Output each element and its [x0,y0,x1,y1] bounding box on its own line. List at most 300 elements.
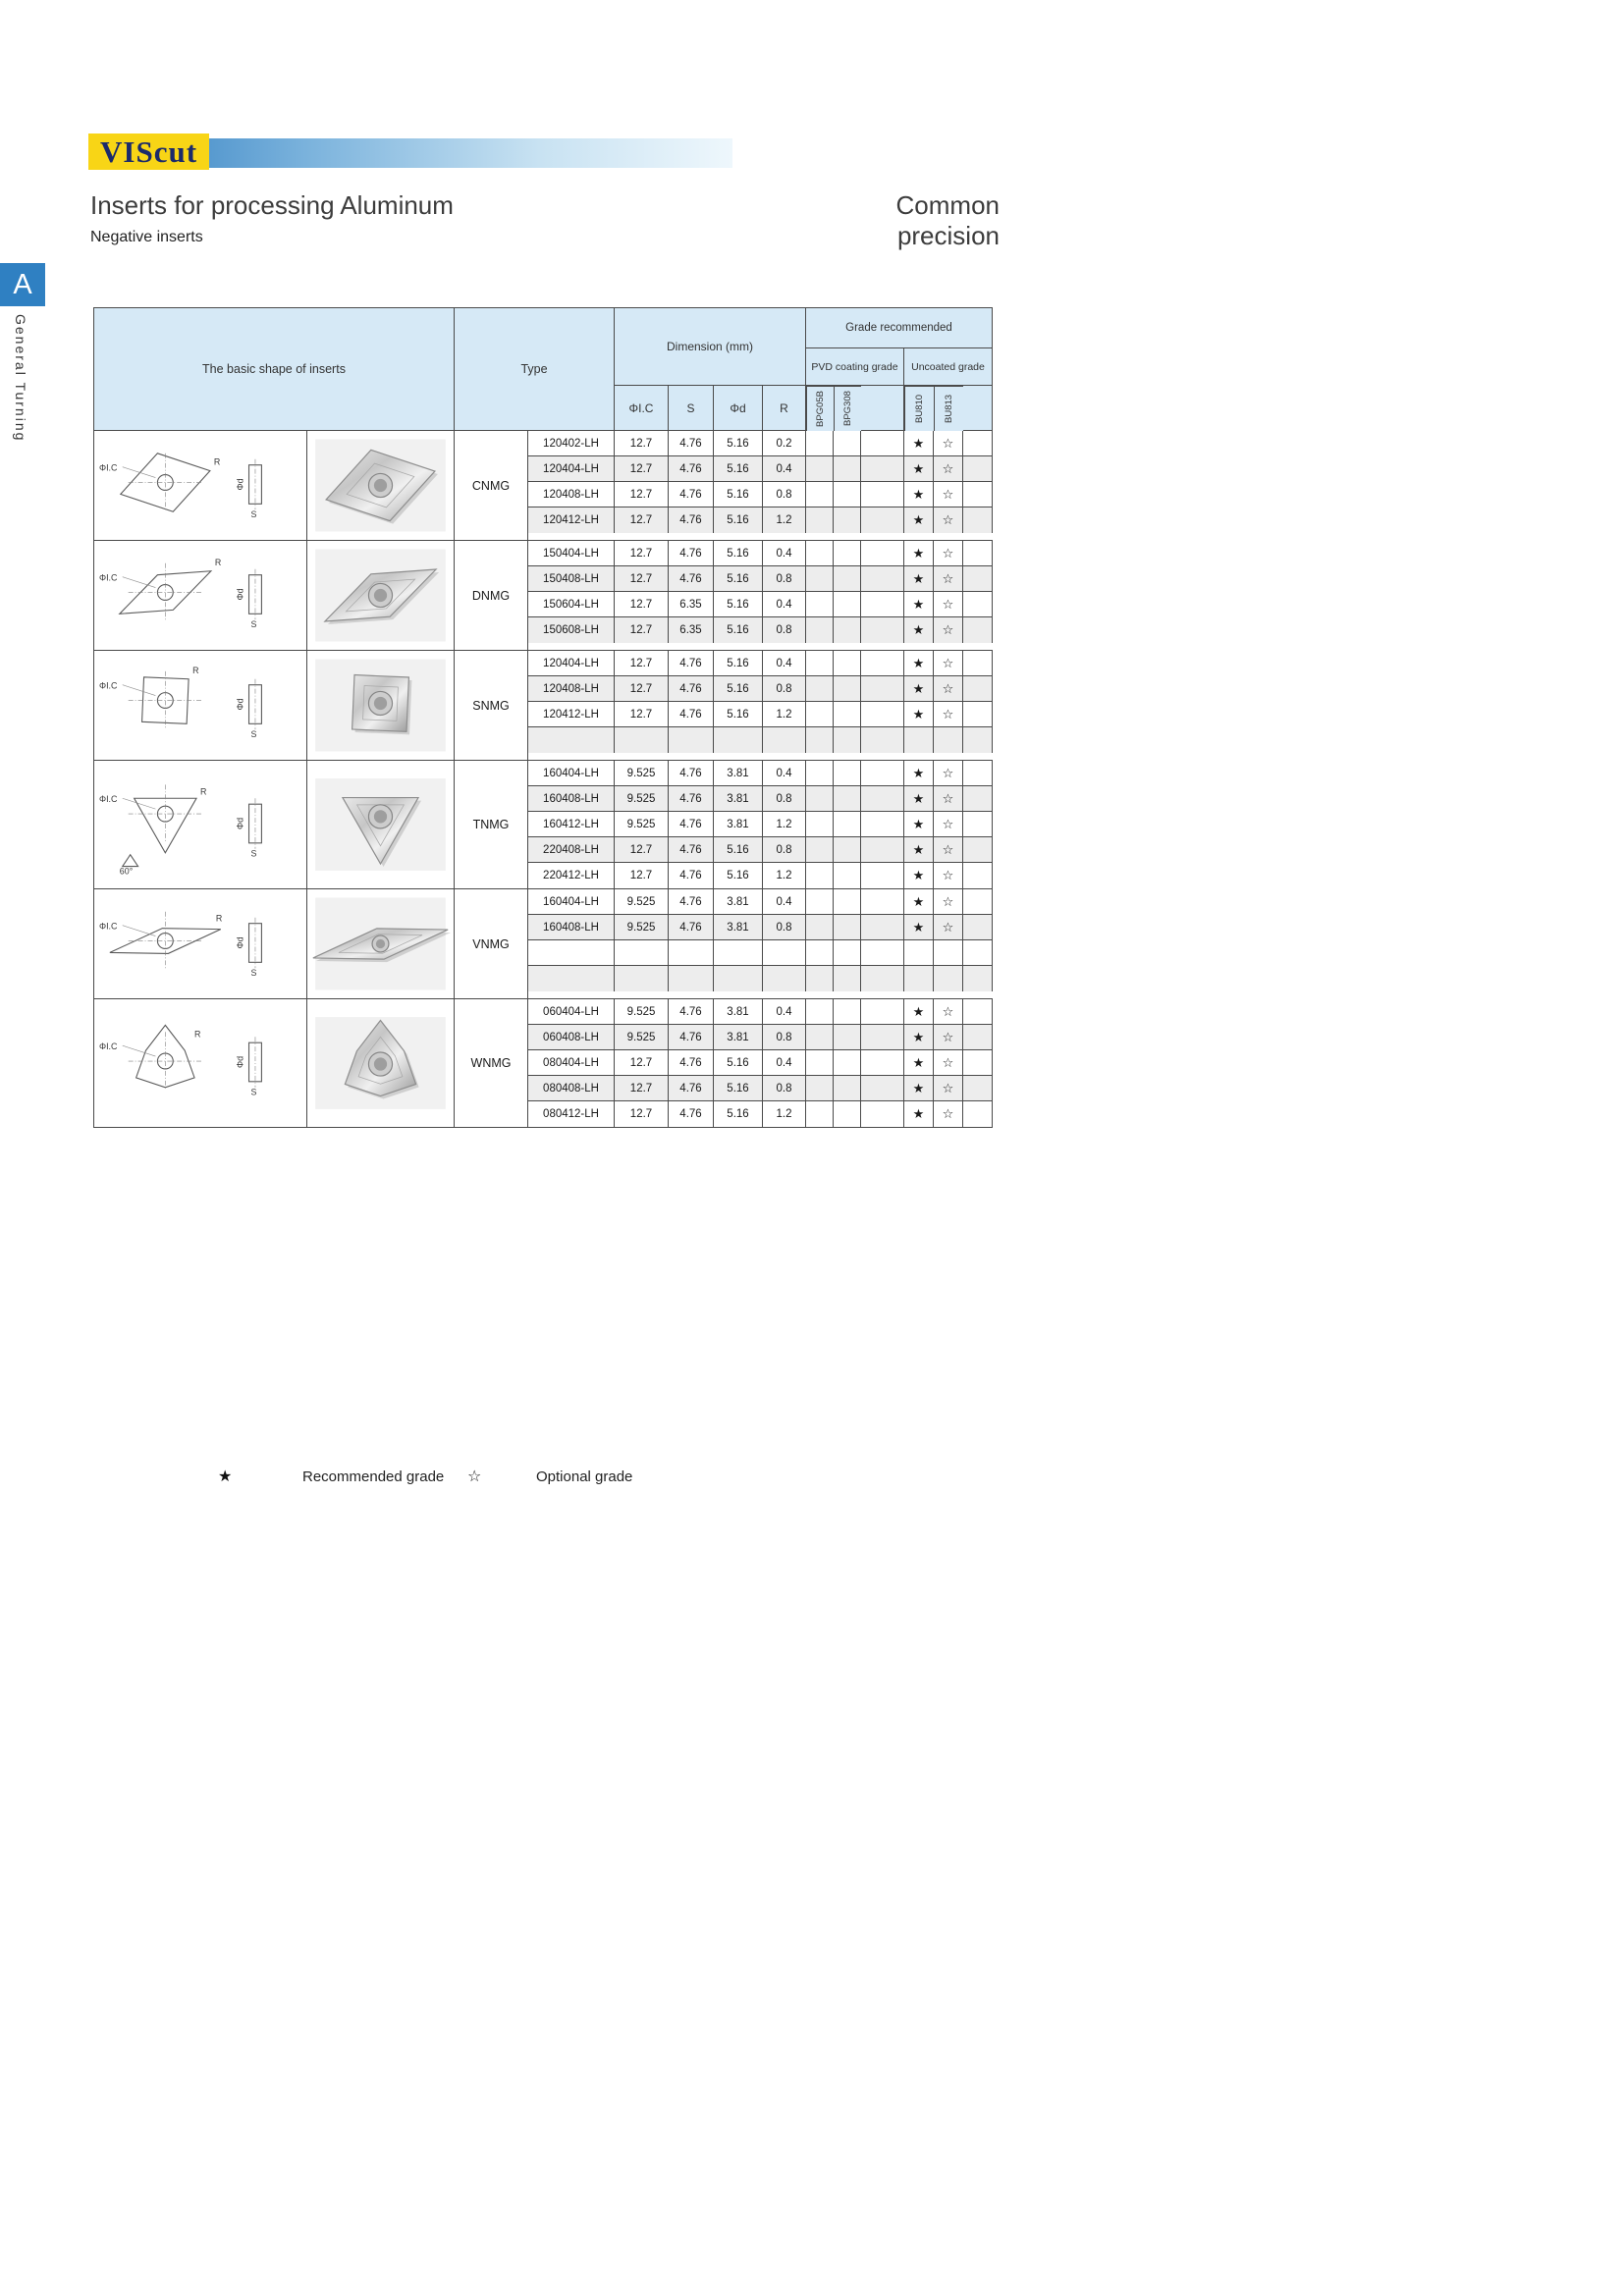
dimension-cell: 4.76 [669,541,714,565]
grade-mark-cell [806,541,834,565]
dimension-cell: 5.16 [714,456,763,481]
table-row [528,1101,993,1127]
dimension-cell: 5.16 [714,566,763,591]
grade-mark-cell: ☆ [934,592,963,616]
grade-mark-cell [861,617,904,643]
grade-mark-cell: ☆ [934,837,963,862]
svg-text:S: S [250,619,257,630]
dimension-cell: 4.76 [669,812,714,836]
grade-mark-cell [806,1025,834,1049]
grade-mark-cell [834,1101,861,1127]
shape-drawing-wnmg [94,999,307,1127]
group-rows [528,761,993,888]
subtitle-negative-inserts: Negative inserts [90,229,203,245]
table-row [528,676,993,702]
grade-mark-cell [834,592,861,616]
table-row [528,456,993,482]
grade-mark-cell [861,812,904,836]
grade-mark-cell: ★ [904,702,934,726]
model-cell: 080408-LH [528,1076,615,1100]
dimension-cell: 0.8 [763,617,806,643]
shape-drawing-dnmg [94,541,307,650]
type-label: TNMG [455,761,528,888]
grade-mark-cell: ☆ [934,617,963,643]
table-row [528,651,993,676]
grade-mark-cell [806,786,834,811]
col-header-uncoated: Uncoated grade [904,348,993,386]
grade-mark-cell: ★ [904,676,934,701]
svg-text:R: R [194,1029,201,1040]
model-cell [528,940,615,965]
table-row [528,1076,993,1101]
grade-mark-cell [861,999,904,1024]
dimension-cell: 5.16 [714,1076,763,1100]
dimension-cell: 5.16 [714,482,763,507]
grade-mark-cell [963,863,993,888]
dimension-cell: 4.76 [669,702,714,726]
dimension-cell: 1.2 [763,507,806,533]
grade-mark-cell: ★ [904,482,934,507]
grade-mark-cell [806,676,834,701]
grade-mark-cell [963,456,993,481]
dimension-cell: 4.76 [669,915,714,939]
grade-mark-cell: ★ [904,999,934,1024]
svg-text:Φd: Φd [235,478,245,491]
svg-text:Φd: Φd [235,1055,245,1068]
dimension-cell: 5.16 [714,431,763,455]
grade-mark-cell [806,999,834,1024]
grade-mark-cell [806,482,834,507]
dimension-cell [714,727,763,753]
grade-mark-cell: ★ [904,812,934,836]
dimension-cell: 0.8 [763,915,806,939]
dimension-cell: 0.8 [763,482,806,507]
model-cell: 120404-LH [528,651,615,675]
grade-mark-cell [834,566,861,591]
header-top-row [615,308,993,386]
table-row [528,889,993,915]
grade-mark-cell [806,566,834,591]
dimension-cell: 9.525 [615,761,669,785]
grade-mark-cell [934,966,963,991]
dimension-cell: 9.525 [615,1025,669,1049]
insert-photo-dnmg [307,541,455,650]
grade-mark-cell: ☆ [934,482,963,507]
dimension-cell: 4.76 [669,651,714,675]
grade-mark-cell [834,617,861,643]
svg-text:S: S [250,968,257,979]
dimension-cell: 12.7 [615,837,669,862]
grade-mark-cell [934,727,963,753]
dimension-cell: 5.16 [714,507,763,533]
dimension-cell: 4.76 [669,482,714,507]
model-cell: 120404-LH [528,456,615,481]
dimension-cell: 4.76 [669,863,714,888]
grade-mark-cell [834,676,861,701]
dimension-cell: 4.76 [669,1101,714,1127]
grade-mark-cell: ★ [904,889,934,914]
grade-mark-cell [904,966,934,991]
page-title: Inserts for processing Aluminum [90,190,454,220]
grade-mark-cell [834,482,861,507]
col-header-bpg05b: BPG05B [806,386,834,431]
type-label: SNMG [455,651,528,760]
table-row [528,966,993,991]
grade-mark-cell [963,761,993,785]
grade-mark-cell: ★ [904,651,934,675]
dimension-cell: 5.16 [714,592,763,616]
grade-mark-cell: ☆ [934,863,963,888]
dimension-cell: 12.7 [615,431,669,455]
insert-group-cnmg [94,431,993,541]
grade-mark-cell [963,507,993,533]
dimension-grade-header [615,308,993,431]
col-header-bu813: BU813 [934,386,963,431]
svg-text:R: R [215,913,223,924]
dimension-cell: 12.7 [615,482,669,507]
grade-mark-cell: ☆ [934,676,963,701]
grade-mark-cell [861,966,904,991]
grade-mark-cell [806,592,834,616]
grade-mark-cell [834,999,861,1024]
dimension-cell: 12.7 [615,1076,669,1100]
dimension-cell [669,966,714,991]
grade-mark-cell: ★ [904,592,934,616]
grade-mark-cell: ☆ [934,507,963,533]
dimension-cell: 12.7 [615,863,669,888]
svg-text:ΦI.C: ΦI.C [98,794,118,805]
model-cell: 150604-LH [528,592,615,616]
grade-mark-cell: ☆ [934,999,963,1024]
grade-mark-cell: ★ [904,541,934,565]
dimension-cell: 5.16 [714,837,763,862]
dimension-cell: 4.76 [669,837,714,862]
table-row [528,812,993,837]
grade-mark-cell [963,1101,993,1127]
svg-text:ΦI.C: ΦI.C [98,680,118,691]
dimension-cell: 0.4 [763,889,806,914]
grade-mark-cell [963,431,993,455]
grade-mark-cell [834,1025,861,1049]
legend-optional-label: Optional grade [536,1468,633,1485]
dimension-cell: 1.2 [763,812,806,836]
grade-mark-cell [861,940,904,965]
grade-mark-cell: ★ [904,456,934,481]
model-cell: 080412-LH [528,1101,615,1127]
dimension-cell: 5.16 [714,651,763,675]
grade-mark-cell [806,966,834,991]
grade-mark-cell [861,915,904,939]
grade-mark-cell: ★ [904,1101,934,1127]
shape-drawing-cnmg [94,431,307,540]
grade-mark-cell [834,651,861,675]
grade-mark-cell [963,889,993,914]
grade-mark-cell [963,727,993,753]
grade-mark-cell [861,889,904,914]
type-label: DNMG [455,541,528,650]
table-row [528,431,993,456]
grade-mark-cell [806,837,834,862]
table-row [528,1025,993,1050]
dimension-cell [763,966,806,991]
insert-photo-cnmg [307,431,455,540]
grade-mark-cell [861,863,904,888]
dimension-cell: 6.35 [669,592,714,616]
grade-mark-cell [963,566,993,591]
group-rows [528,999,993,1127]
model-cell: 220408-LH [528,837,615,862]
dimension-cell: 0.4 [763,761,806,785]
model-cell: 160408-LH [528,786,615,811]
insert-group-snmg [94,651,993,761]
grade-mark-cell [834,541,861,565]
svg-text:R: R [200,786,207,797]
dimension-cell: 4.76 [669,999,714,1024]
grade-mark-cell [834,812,861,836]
table-header [94,308,993,431]
grade-mark-cell: ☆ [934,1101,963,1127]
grade-mark-cell [806,1076,834,1100]
dimension-cell: 12.7 [615,702,669,726]
insert-photo-wnmg [307,999,455,1127]
dimension-cell: 5.16 [714,863,763,888]
dimension-cell: 5.16 [714,541,763,565]
svg-text:R: R [214,557,222,567]
col-header-pvd-coating: PVD coating grade [806,348,904,386]
table-row [528,940,993,966]
grade-mark-cell [806,1101,834,1127]
model-cell: 150408-LH [528,566,615,591]
grade-mark-cell: ☆ [934,1025,963,1049]
insert-photo-tnmg [307,761,455,888]
grade-mark-cell [963,1076,993,1100]
svg-text:S: S [250,729,257,740]
grade-mark-cell: ★ [904,837,934,862]
grade-mark-cell [861,566,904,591]
dimension-cell: 0.8 [763,676,806,701]
dimension-cell [615,727,669,753]
dimension-cell: 0.8 [763,786,806,811]
grade-mark-cell [806,617,834,643]
grade-mark-cell: ☆ [934,566,963,591]
grade-mark-cell [834,966,861,991]
model-cell [528,727,615,753]
dimension-cell: 0.8 [763,566,806,591]
svg-text:ΦI.C: ΦI.C [98,462,118,473]
group-rows [528,541,993,650]
grade-mark-cell [806,915,834,939]
grade-mark-cell [861,592,904,616]
grade-mark-cell [861,676,904,701]
grade-mark-cell [963,592,993,616]
col-header-r: R [763,386,806,431]
grade-mark-cell [834,507,861,533]
dimension-cell: 5.16 [714,676,763,701]
svg-text:ΦI.C: ΦI.C [98,921,118,932]
col-header-uncoated-spare [963,386,993,431]
model-cell: 060408-LH [528,1025,615,1049]
dimension-cell: 12.7 [615,617,669,643]
dimension-cell: 12.7 [615,1101,669,1127]
grade-mark-cell [834,727,861,753]
legend-recommended-label: Recommended grade [302,1468,445,1485]
insert-group-dnmg [94,541,993,651]
grade-mark-cell [861,431,904,455]
dimension-cell [669,727,714,753]
dimension-cell: 3.81 [714,1025,763,1049]
grade-mark-cell: ★ [904,915,934,939]
col-header-dimension: Dimension (mm) [615,308,806,386]
grade-mark-cell [963,999,993,1024]
grade-mark-cell [834,786,861,811]
sidebar-section-label: General Turning [13,314,28,443]
grade-mark-cell: ☆ [934,541,963,565]
col-header-type: Type [455,308,615,431]
grade-mark-cell [806,651,834,675]
grade-mark-cell [861,727,904,753]
dimension-cell: 3.81 [714,812,763,836]
col-header-grade-recommended: Grade recommended [806,308,993,348]
table-row [528,507,993,533]
model-cell [528,966,615,991]
table-body [94,431,993,1128]
grade-mark-cell [834,456,861,481]
grade-mark-cell [861,1076,904,1100]
svg-text:Φd: Φd [235,817,245,829]
col-header-bpg308: BPG308 [834,386,861,431]
grade-mark-cell: ★ [904,431,934,455]
svg-text:ΦI.C: ΦI.C [98,572,118,583]
grade-mark-cell [861,456,904,481]
model-cell: 120408-LH [528,482,615,507]
grade-mark-cell [861,507,904,533]
dimension-cell: 12.7 [615,592,669,616]
grade-mark-cell [834,702,861,726]
table-row [528,592,993,617]
col-header-bu810: BU810 [904,386,934,431]
dimension-cell: 4.76 [669,761,714,785]
insert-group-tnmg [94,761,993,889]
dimension-cell: 9.525 [615,999,669,1024]
dimension-cell: 12.7 [615,651,669,675]
grade-mark-cell [834,1050,861,1075]
svg-text:S: S [250,509,257,520]
grade-mark-cell: ★ [904,1050,934,1075]
insert-photo-vnmg [307,889,455,998]
table-row [528,617,993,643]
grade-mark-cell [806,1050,834,1075]
grade-mark-cell [861,1050,904,1075]
grade-mark-cell: ★ [904,1076,934,1100]
grade-mark-cell [963,1050,993,1075]
dimension-cell: 4.76 [669,456,714,481]
table-row [528,541,993,566]
grade-mark-cell [963,1025,993,1049]
table-row [528,1050,993,1076]
grade-mark-cell [963,940,993,965]
grade-mark-cell: ☆ [934,1050,963,1075]
col-header-s: S [669,386,714,431]
dimension-cell: 3.81 [714,999,763,1024]
dimension-cell: 0.4 [763,592,806,616]
dimension-cell: 3.81 [714,889,763,914]
grade-mark-cell: ☆ [934,812,963,836]
dimension-cell: 0.8 [763,1076,806,1100]
dimension-cell: 4.76 [669,431,714,455]
grade-mark-cell [834,940,861,965]
grade-mark-cell [963,651,993,675]
grade-mark-cell [861,651,904,675]
svg-text:ΦI.C: ΦI.C [98,1041,118,1052]
table-row [528,761,993,786]
grade-mark-cell [834,915,861,939]
brand-text: VIScut [100,133,198,169]
model-cell: 160412-LH [528,812,615,836]
dimension-cell: 0.4 [763,1050,806,1075]
group-rows [528,889,993,998]
dimension-cell: 0.2 [763,431,806,455]
grade-mark-cell [963,966,993,991]
grade-mark-cell: ☆ [934,651,963,675]
grade-mark-cell [934,940,963,965]
model-cell: 160404-LH [528,761,615,785]
model-cell: 160408-LH [528,915,615,939]
grade-mark-cell [834,431,861,455]
dimension-cell: 5.16 [714,702,763,726]
dimension-cell [669,940,714,965]
svg-text:S: S [250,848,257,859]
grade-mark-cell [861,761,904,785]
type-label: VNMG [455,889,528,998]
grade-mark-cell [806,812,834,836]
col-header-d: Φd [714,386,763,431]
insert-group-vnmg [94,889,993,999]
model-cell: 120402-LH [528,431,615,455]
model-cell: 160404-LH [528,889,615,914]
model-cell: 220412-LH [528,863,615,888]
shape-drawing-vnmg [94,889,307,998]
dimension-cell: 5.16 [714,1101,763,1127]
grade-mark-cell [861,702,904,726]
table-row [528,566,993,592]
grade-mark-cell: ☆ [934,786,963,811]
table-row [528,482,993,507]
grade-mark-cell: ☆ [934,1076,963,1100]
grade-mark-cell: ☆ [934,889,963,914]
inserts-table [93,307,993,1128]
grade-mark-cell [963,915,993,939]
dimension-cell: 5.16 [714,617,763,643]
svg-text:60°: 60° [119,866,134,877]
model-cell: 150608-LH [528,617,615,643]
grade-mark-cell: ★ [904,507,934,533]
model-cell: 120412-LH [528,507,615,533]
dimension-cell: 5.16 [714,1050,763,1075]
table-row [528,915,993,940]
group-rows [528,431,993,540]
group-rows [528,651,993,760]
grade-mark-cell: ☆ [934,456,963,481]
model-cell: 120408-LH [528,676,615,701]
dimension-cell: 4.76 [669,676,714,701]
table-row [528,863,993,888]
dimension-cell: 4.76 [669,507,714,533]
table-row [528,727,993,753]
dimension-cell: 4.76 [669,889,714,914]
brand-logo [88,133,209,170]
grade-mark-cell: ★ [904,786,934,811]
dimension-cell: 9.525 [615,915,669,939]
